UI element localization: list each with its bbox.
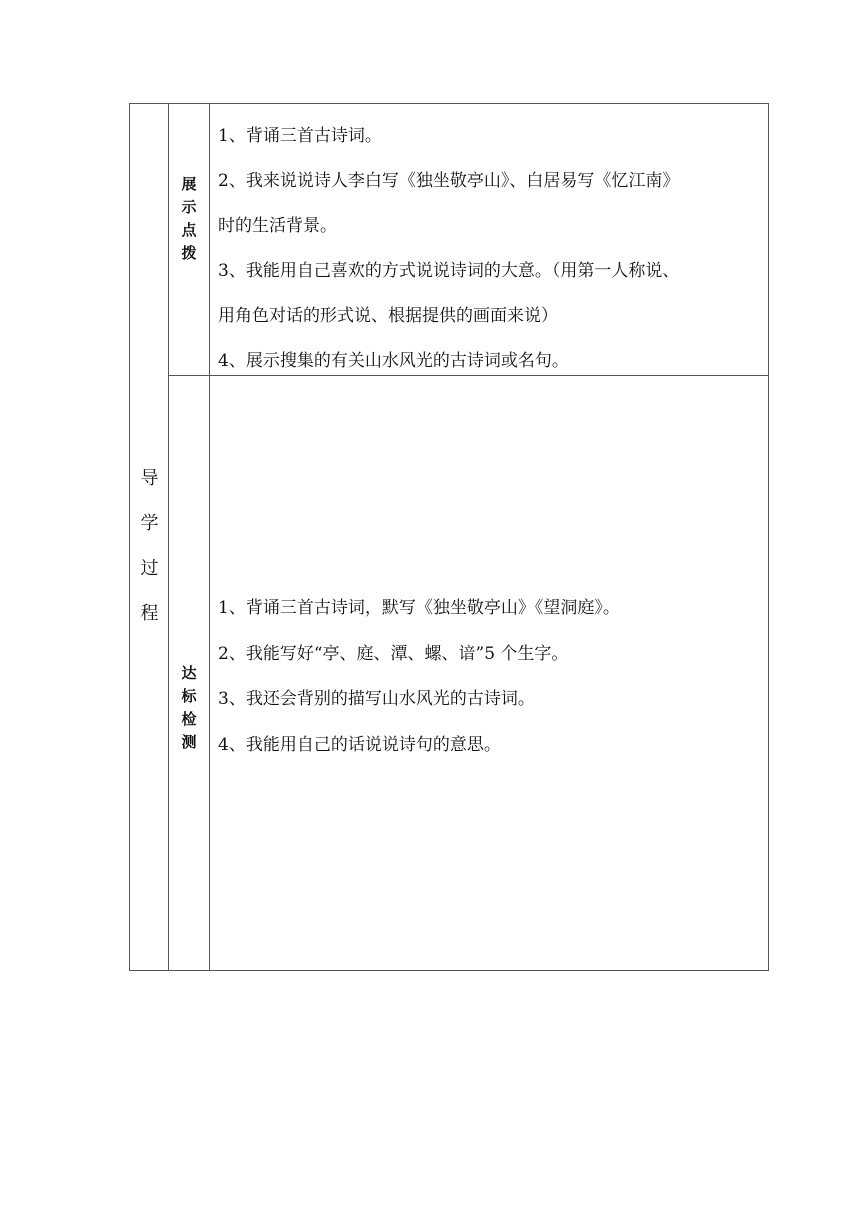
content-line: 1、背诵三首古诗词。 (218, 126, 382, 146)
content-line: 3、我还会背别的描写山水风光的古诗词。 (218, 689, 535, 709)
check-section-content (210, 376, 768, 970)
display-section-label (169, 104, 210, 375)
display-section-row (169, 104, 768, 376)
main-label-char: 过 (140, 558, 159, 579)
label-char: 示 (181, 197, 197, 216)
main-label-cell (130, 104, 169, 970)
check-section-label (169, 376, 210, 970)
label-char: 标 (181, 687, 197, 705)
main-label (130, 456, 169, 636)
check-section-row (169, 376, 768, 970)
main-label-char: 学 (140, 513, 159, 534)
content-line: 2、我来说说诗人李白写《独坐敬亭山》、白居易写《忆江南》 (218, 171, 680, 191)
main-label-char: 程 (140, 603, 159, 624)
display-section-content (210, 104, 768, 375)
label-char: 检 (181, 710, 197, 728)
content-line: 2、我能写好“亭、庭、潭、螺、谙”5 个生字。 (218, 643, 569, 664)
label-char: 点 (181, 220, 197, 239)
label-char: 拨 (181, 243, 197, 262)
label-char: 展 (181, 174, 197, 193)
label-char: 达 (181, 664, 197, 682)
label-char: 测 (181, 733, 197, 751)
content-line: 1、背诵三首古诗词，默写《独坐敬亭山》《望洞庭》。 (218, 598, 620, 618)
content-line: 3、我能用自己喜欢的方式说说诗词的大意。（用第一人称说、 (218, 261, 680, 281)
content-line: 用角色对话的形式说、根据提供的画面来说） (218, 306, 558, 326)
content-line: 4、我能用自己的话说说诗句的意思。 (218, 734, 501, 755)
content-line: 4、展示搜集的有关山水风光的古诗词或名句。 (218, 351, 569, 371)
content-line: 时的生活背景。 (218, 216, 337, 236)
main-label-char: 导 (140, 468, 159, 489)
lesson-table (129, 103, 769, 971)
